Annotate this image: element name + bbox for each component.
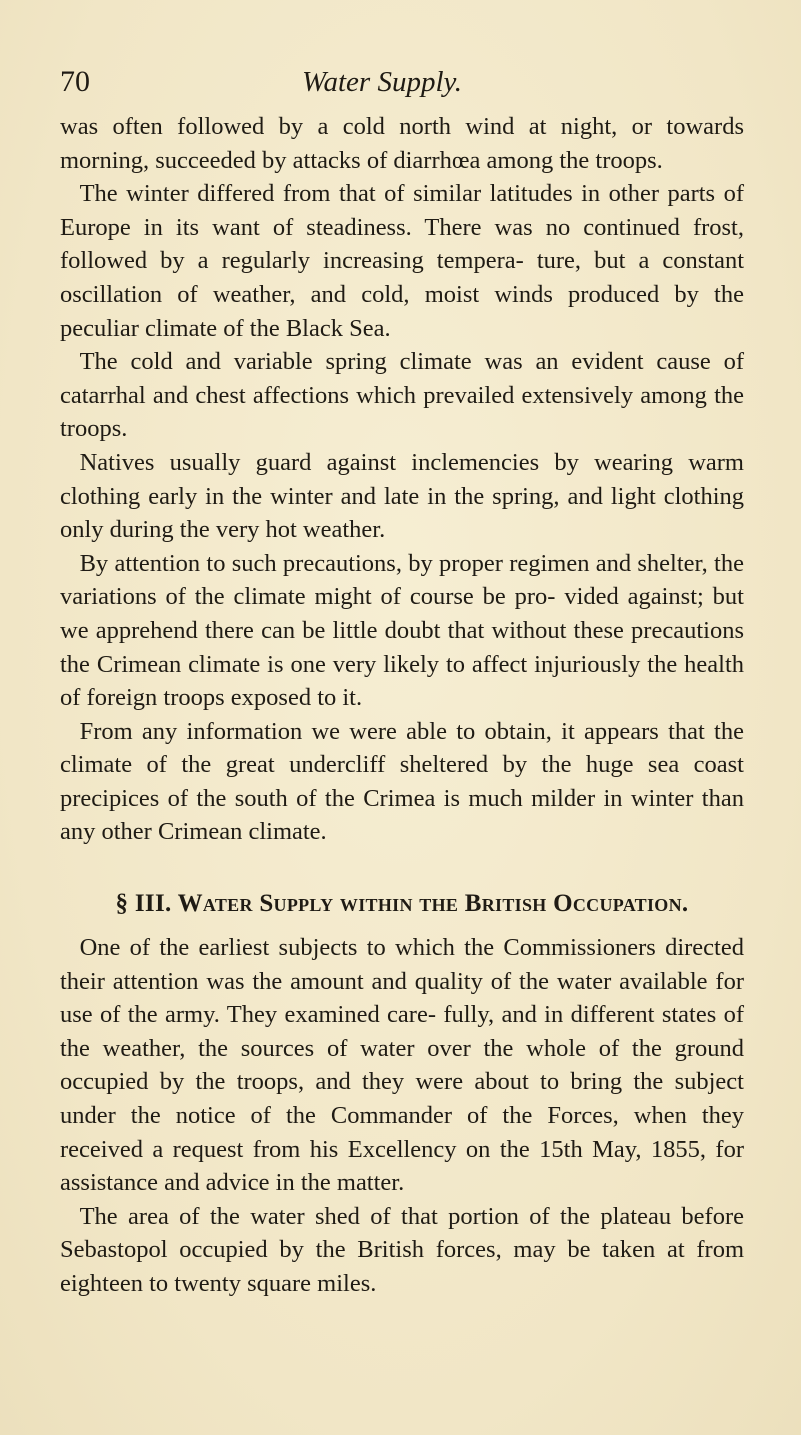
running-title: Water Supply.: [302, 66, 463, 98]
page-number: 70: [60, 65, 90, 98]
paragraph-continued: was often followed by a cold north wind at night, or towards morning, succeeded by attacks of diarrhœa among the troops.: [60, 113, 744, 174]
paragraph-spring: The cold and variable spring climate was an evident cause of catarrhal and chest affections which prevailed extensively among the troops.: [60, 348, 744, 443]
section-heading: § III. Water Supply within the British Occupation.: [115, 890, 689, 918]
paragraph-commissioners: One of the earliest subjects to which the Commissioners directed their attention was the amount and quality of the water available for use of the army. They examined care- fully, and in different states of the weather, the sources of water over the whole of the ground occupied by the troops, and they were about to bring the subject under the notice of the Commander of the Forces, when they received a request from his Excellency on the 15th May, 1855, for assistance and advice in the matter.: [60, 934, 744, 1197]
paragraph-precautions: By attention to such precautions, by proper regimen and shelter, the variations of the climate might of course be pro- vided against; but we apprehend there can be little doubt that without these precautions the Crimean climate is one very likely to affect injuriously the health of foreign troops exposed to it.: [60, 549, 744, 712]
page-body: [60, 110, 744, 1301]
paragraph-water-shed: The area of the water shed of that portion of the plateau before Sebastopol occupied by the British forces, may be taken at from eighteen to twenty square miles.: [60, 1202, 744, 1297]
paragraph-undercliff: From any information we were able to obtain, it appears that the climate of the great undercliff sheltered by the huge sea coast precipices of the south of the Crimea is much milder in winter than any other Crimean climate.: [60, 717, 744, 846]
paragraph-winter: The winter differed from that of similar latitudes in other parts of Europe in its want of steadiness. There was no continued frost, followed by a regularly increasing tempera- ture, but a constant oscillation of weather, and cold, moist winds produced by the peculiar climate of the Black Sea.: [60, 180, 744, 342]
paragraph-natives: Natives usually guard against inclemencies by wearing warm clothing early in the winter and late in the spring, and light clothing only during the very hot weather.: [60, 448, 744, 544]
page-header: [60, 62, 760, 102]
